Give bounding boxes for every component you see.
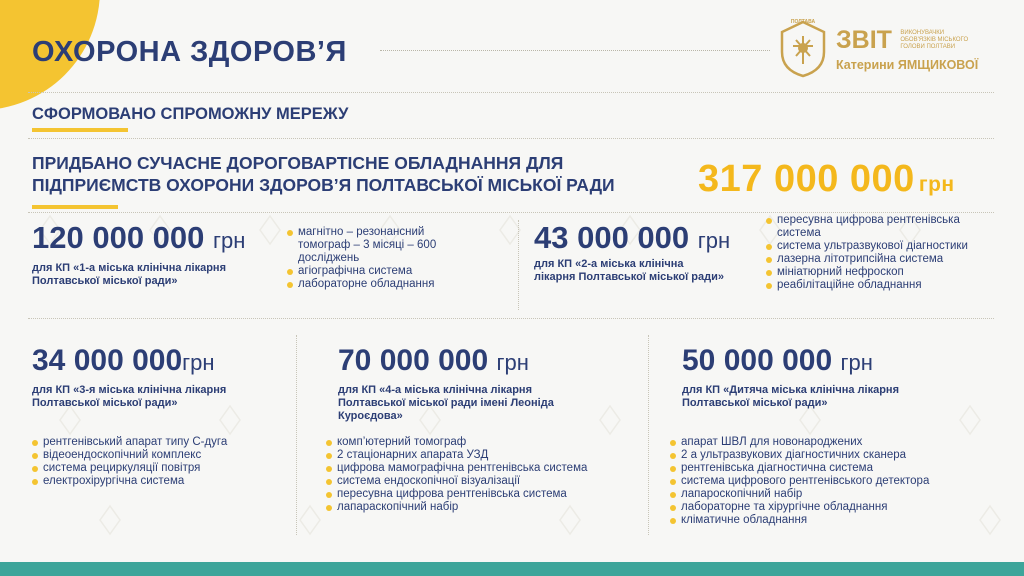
subtitle-underline xyxy=(32,128,128,132)
list-item: система рециркуляції повітря xyxy=(32,462,262,475)
hospital-4-equipment-list xyxy=(326,436,616,514)
divider xyxy=(28,138,994,139)
list-item: апарат ШВЛ для новонароджених xyxy=(670,436,1000,449)
list-item: пересувна цифрова рентгенівська система xyxy=(766,214,976,240)
list-item: агіографічна система xyxy=(287,265,477,278)
list-item: кліматичне обладнання xyxy=(670,514,1000,527)
vertical-divider xyxy=(648,335,649,535)
poltava-emblem-icon xyxy=(776,18,830,80)
page-title: ОХОРОНА ЗДОРОВ’Я xyxy=(32,36,347,68)
total-amount xyxy=(698,158,955,201)
hospital-1-amount: 120 000 000 грн xyxy=(32,220,246,255)
hospital-4-amount: 70 000 000 грн xyxy=(338,344,529,377)
vertical-divider xyxy=(518,220,519,310)
hospital-1-equipment-list xyxy=(287,226,477,291)
hospital-3-description: для КП «3-я міська клінічна лікарня Полтавської міської ради» xyxy=(32,384,227,409)
report-subtitle: ВИКОНУВАЧКИ ОБОВ'ЯЗКІВ МІСЬКОГО ГОЛОВИ ПОЛТАВИ xyxy=(900,30,969,50)
list-item: комп’ютерний томограф xyxy=(326,436,616,449)
list-item: відеоендоскопічний комплекс xyxy=(32,449,262,462)
list-item: електрохірургічна система xyxy=(32,475,262,488)
report-label: ЗВІТ xyxy=(836,26,892,54)
hospital-2-amount: 43 000 000 грн xyxy=(534,220,731,255)
list-item: магнітно – резонансний томограф – 3 місяці – 600 досліджень xyxy=(287,226,477,265)
list-item: 2 а ультразвукових діагностичних сканера xyxy=(670,449,1000,462)
hospital-3-amount: 34 000 000грн xyxy=(32,344,215,377)
bottom-bar xyxy=(0,562,1024,576)
hospital-3-equipment-list xyxy=(32,436,262,488)
list-item: рентгенівський апарат типу С-дуга xyxy=(32,436,262,449)
divider xyxy=(28,212,994,213)
list-item: лазерна літотрипсійна система xyxy=(766,253,976,266)
hospital-4-description: для КП «4-а міська клінічна лікарня Полтавської міської ради імені Леоніда Куроєдова» xyxy=(338,384,554,422)
list-item: 2 стаціонарних апарата УЗД xyxy=(326,449,616,462)
hospital-5-amount: 50 000 000 грн xyxy=(682,344,873,377)
list-item: лапароскопічний набір xyxy=(670,488,1000,501)
hospital-2-description: для КП «2-а міська клінічна лікарня Полтавської міської ради» xyxy=(534,258,724,283)
list-item: система ендоскопічної візуалізації xyxy=(326,475,616,488)
list-item: система ультразвукової діагностики xyxy=(766,240,976,253)
section-subtitle: СФОРМОВАНО СПРОМОЖНУ МЕРЕЖУ xyxy=(32,105,349,123)
total-amount-value: 317 000 000 xyxy=(698,158,915,200)
hospital-2-equipment-list xyxy=(766,214,976,292)
main-underline xyxy=(32,205,118,209)
list-item: рентгенівська діагностична система xyxy=(670,462,1000,475)
list-item: реабілітаційне обладнання xyxy=(766,279,976,292)
vertical-divider xyxy=(296,335,297,535)
title-divider xyxy=(380,50,770,51)
list-item: цифрова мамографічна рентгенівська система xyxy=(326,462,616,475)
divider xyxy=(28,92,994,93)
total-amount-currency: грн xyxy=(918,173,955,196)
hospital-5-equipment-list xyxy=(670,436,1000,527)
emblem-text: ПОЛТАВА xyxy=(790,19,816,25)
main-statement: ПРИДБАНО СУЧАСНЕ ДОРОГОВАРТІСНЕ ОБЛАДНАННЯ ДЛЯ ПІДПРИЄМСТВ ОХОРОНИ ЗДОРОВ’Я ПОЛТАВСЬКОЇ МІСЬКОЇ РАДИ xyxy=(32,153,615,195)
list-item: лабораторне та хірургічне обладнання xyxy=(670,501,1000,514)
list-item: лапараскопічний набір xyxy=(326,501,616,514)
report-author: Катерини ЯМЩИКОВОЇ xyxy=(836,58,979,72)
hospital-5-description: для КП «Дитяча міська клінічна лікарня Полтавської міської ради» xyxy=(682,384,899,409)
report-logo xyxy=(776,18,978,80)
hospital-1-description: для КП «1-а міська клінічна лікарня Полтавської міської ради» xyxy=(32,262,226,287)
list-item: система цифрового рентгенівського детектора xyxy=(670,475,1000,488)
list-item: мініатюрний нефроскоп xyxy=(766,266,976,279)
list-item: лабораторне обладнання xyxy=(287,278,477,291)
list-item: пересувна цифрова рентгенівська система xyxy=(326,488,616,501)
divider xyxy=(28,318,994,319)
